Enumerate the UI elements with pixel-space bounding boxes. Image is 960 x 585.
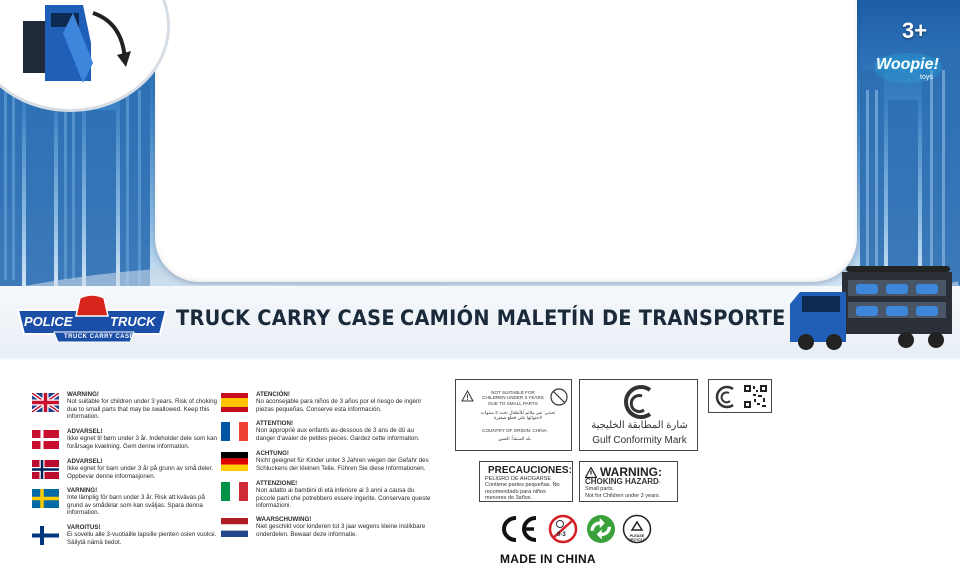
flag-uk-icon bbox=[32, 393, 59, 412]
warning-it bbox=[221, 480, 431, 510]
age-rating: 3+ bbox=[902, 18, 928, 43]
title-english: TRUCK CARRY CASE bbox=[176, 306, 395, 330]
made-in-label: MADE IN CHINA bbox=[500, 552, 596, 566]
warning-fr bbox=[221, 420, 431, 442]
warning-body: Inte lämplig för barn under 3 år. Risk att kvävas på grund av smådelar som kan sväljas. Spara denna information. bbox=[67, 494, 205, 517]
brand-sub: toys bbox=[920, 74, 933, 81]
warning-heading: ADVARSEL! bbox=[67, 458, 103, 465]
choking-warning-label bbox=[579, 461, 678, 502]
warning-body: Nicht geeignet für Kinder unter 3 Jahren wegen der Gefahr des Schluckens der kleinen Teile. Führen Sie diese Informationen. bbox=[256, 457, 429, 472]
warning-dk bbox=[32, 428, 217, 450]
gulf-origin-label bbox=[455, 379, 572, 451]
display-window bbox=[155, 0, 857, 282]
recycle-symbol bbox=[622, 514, 652, 544]
warning-heading: WAARSCHUWING! bbox=[256, 516, 312, 523]
logo-subtitle: TRUCK CARRY CASE bbox=[64, 334, 135, 340]
not-under-3-icon bbox=[548, 514, 578, 544]
warning-body: Ikke egnet for barn under 3 år på grunn av små deler. Oppbevar denne informasjonen. bbox=[67, 465, 214, 480]
flag-germany-icon bbox=[221, 452, 248, 471]
gulf-origin-ar: بلد المنشأ: الصين bbox=[498, 436, 531, 441]
choking-hazard-tail: -Small parts. bbox=[585, 480, 661, 493]
warning-body: Ei sovellu alle 3-vuotiaille lapsille pienten osien vuoksi. Säilytä nämä tiedot. bbox=[67, 531, 217, 546]
title-spanish: CAMIÓN MALETÍN DE TRANSPORTE bbox=[400, 306, 786, 330]
warning-fi bbox=[32, 524, 217, 546]
flag-italy-icon bbox=[221, 482, 248, 501]
precauciones-body: PELIGRO DE AHOGARSE Contiene partes pequeñas. No recomendado para niños menores de 3años. bbox=[485, 476, 560, 502]
warning-heading: ATTENZIONE! bbox=[256, 480, 298, 487]
age-0-3-icon bbox=[550, 388, 568, 406]
warning-triangle-icon bbox=[585, 467, 597, 478]
flag-denmark-icon bbox=[32, 430, 59, 449]
warning-body: Not for Children under 3 years. bbox=[585, 492, 661, 499]
flag-netherlands-icon bbox=[221, 518, 248, 537]
flag-sweden-icon bbox=[32, 489, 59, 508]
police-truck-logo bbox=[14, 294, 170, 346]
warning-body: Non approprié aux enfants au-dessous de 3 ans de dû au danger d'avaler de petites pieces. Gardez cette information. bbox=[256, 427, 420, 442]
flag-norway-icon bbox=[32, 460, 59, 479]
truck-carry-case-illustration bbox=[786, 262, 956, 354]
gcc-english: Gulf Conformity Mark bbox=[592, 435, 687, 446]
warning-title: WARNING: bbox=[600, 465, 662, 479]
gcc-arabic: شارة المطابقة الخليجية bbox=[591, 420, 688, 431]
warning-body: Not suitable for children under 3 years. Risk of choking due to small parts that may be swallowed. Keep this information. bbox=[67, 398, 217, 421]
choking-hazard: CHOKING HAZARD bbox=[585, 477, 659, 486]
warning-se bbox=[32, 487, 217, 517]
gcc-mark-icon bbox=[620, 384, 658, 420]
warning-heading: VARNING! bbox=[67, 487, 98, 494]
qr-code-icon bbox=[743, 384, 768, 409]
green-dot-icon bbox=[586, 514, 616, 544]
precauciones-title: PRECAUCIONES: bbox=[488, 465, 572, 476]
age-warning-symbol bbox=[548, 514, 578, 544]
warning-body: No aconsejable para niños de 3 años por el riesgo de ingerir piezas pequeñas. Conserve esta información. bbox=[256, 398, 422, 413]
flag-finland-icon bbox=[32, 526, 59, 545]
logo-word-truck: TRUCK bbox=[110, 314, 156, 329]
gcc-small-icon bbox=[714, 385, 738, 409]
warning-heading: ATTENTION! bbox=[256, 420, 294, 427]
precauciones-label bbox=[479, 461, 573, 502]
ce-mark-icon bbox=[498, 514, 540, 544]
warning-body: Ikke egnet til børn under 3 år. Indeholder dele som kan forårsage kvælning. Gem denne information. bbox=[67, 435, 217, 450]
gulf-warning-ar: تحذير: غير ملائم للأطفال تحت 3 سنوات لاحتوائها على قطع صغيرة bbox=[480, 410, 556, 421]
warning-uk bbox=[32, 391, 217, 421]
warning-heading: WARNING! bbox=[67, 391, 99, 398]
flag-spain-icon bbox=[221, 393, 248, 412]
conformity-qr-label bbox=[708, 379, 772, 413]
flag-france-icon bbox=[221, 422, 248, 441]
warning-es bbox=[221, 391, 431, 413]
warning-heading: ACHTUNG! bbox=[256, 450, 289, 457]
logo-word-police: POLICE bbox=[24, 314, 73, 329]
warning-heading: ATENCIÓN! bbox=[256, 391, 290, 398]
gulf-origin-en: COUNTRY OF ORIGIN: CHINA bbox=[482, 428, 547, 433]
warning-heading: ADVARSEL! bbox=[67, 428, 103, 435]
warning-no bbox=[32, 458, 217, 480]
warning-triangle-icon bbox=[461, 390, 474, 402]
age-symbol-text: 0-3 bbox=[557, 532, 566, 538]
gulf-warning-en: NOT SUITABLE FOR CHILDREN UNDER 3 YEARS DUE TO SMALL PARTS bbox=[482, 390, 544, 406]
recycle-text: PLEASE RECYCLE bbox=[628, 534, 646, 542]
warning-body: Niet geschikt voor kinderen tot 3 jaar wegens kleine inslikbare onderdelen. Bewaar deze informatie. bbox=[256, 523, 426, 538]
warning-body: Non adatto ai bambini di età inferiore ai 3 anni a causa du piccole parti che potrebbero essere ingerite. Conservare queste informazioni. bbox=[256, 487, 431, 510]
gcc-conformity-mark bbox=[579, 379, 698, 451]
warning-de bbox=[221, 450, 431, 472]
warning-nl bbox=[221, 516, 431, 538]
warning-heading: VAROITUS! bbox=[67, 524, 101, 531]
brand-logo: Woopie! bbox=[876, 56, 939, 73]
